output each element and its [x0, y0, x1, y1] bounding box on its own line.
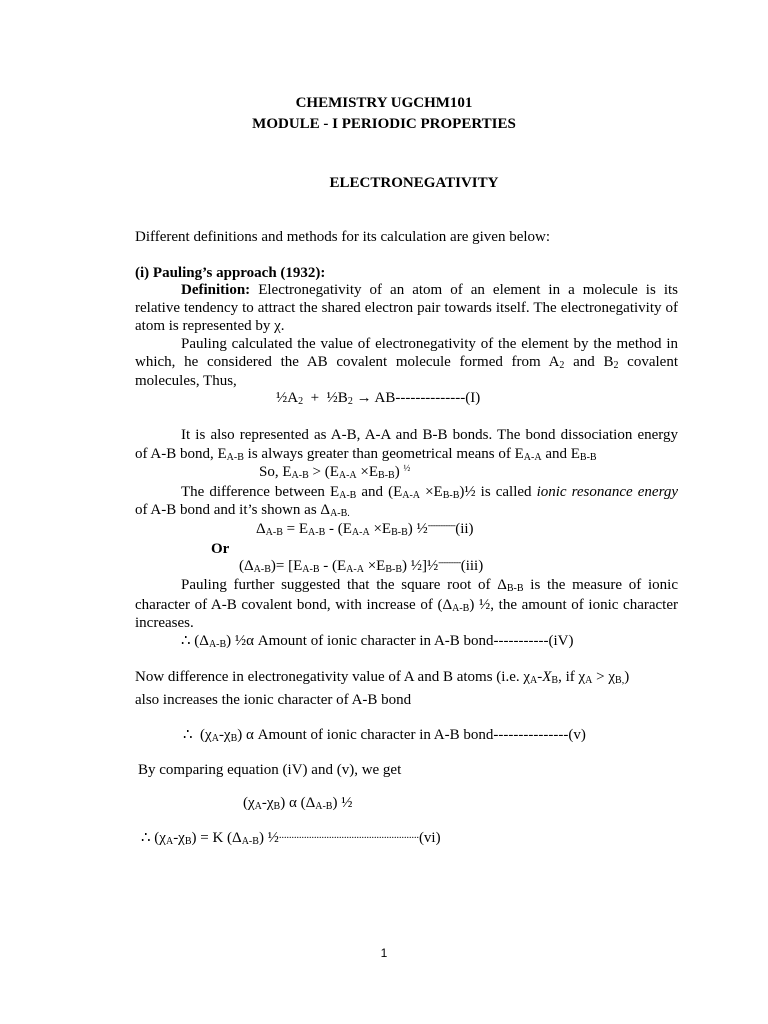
en-text: Now difference in electronegativity value of A and B atoms (i.e. χ — [135, 669, 531, 685]
subscript: A-B — [339, 490, 357, 501]
eq-text: ∴ (χ — [183, 727, 212, 743]
arrow-icon: → — [352, 390, 375, 406]
eq-text: ) α Amount of ionic character in A-B bond---------------(v) — [237, 727, 586, 743]
equation-i — [276, 389, 480, 407]
definition-label: Definition: — [181, 282, 251, 298]
eq-text: ½A — [276, 390, 299, 406]
subscript: A-B — [308, 527, 326, 538]
sqrt-text: character of A-B covalent bond, with increase of (Δ — [135, 597, 453, 613]
subscript: A-A — [346, 564, 364, 575]
subscript: B — [184, 836, 192, 847]
pauling-line-1: Pauling calculated the value of electronegativity of the element by the method in — [181, 336, 678, 352]
eq-text: ×E — [356, 464, 379, 480]
difference-line-1 — [181, 483, 678, 501]
pauling-line-2-text: and B — [564, 354, 614, 370]
sqrt-line-1 — [181, 576, 678, 594]
eq-text: - (E — [325, 521, 352, 537]
definition-line-3: atom is represented by χ. — [135, 318, 285, 334]
eq-text: (χ — [243, 795, 255, 811]
subscript: 2 — [613, 360, 619, 371]
pauling-line-2 — [135, 353, 678, 371]
subscript: 2 — [298, 396, 304, 407]
definition-text: Electronegativity of an atom of an element in a molecule is its — [258, 282, 679, 298]
diff-text: The difference between E — [181, 484, 340, 500]
subscript: . — [347, 508, 350, 519]
eq-text: -χ — [218, 727, 231, 743]
bond-text: and E — [541, 446, 580, 462]
course-title: CHEMISTRY UGCHM101 — [295, 95, 473, 111]
eq-text: AB--------------(I) — [374, 390, 481, 406]
eq-text: ) ½ — [407, 521, 428, 537]
eq-text: (vi) — [418, 830, 441, 846]
en-text: > χ — [592, 669, 616, 685]
diff-text: )½ is called — [459, 484, 537, 500]
equation-ii — [256, 520, 474, 538]
ionic-resonance-term: ionic resonance energy — [536, 484, 679, 500]
subscript: A-A — [351, 527, 370, 538]
superscript: ........................................................ — [278, 830, 419, 841]
subscript: B-B — [391, 527, 408, 538]
bond-line-2 — [135, 445, 597, 463]
diff-text: ×E — [420, 484, 443, 500]
subscript: A — [585, 675, 593, 686]
eq-text: > (E — [308, 464, 339, 480]
eq-text: - (E — [319, 558, 347, 574]
en-text: -X — [537, 669, 552, 685]
eq-text: ) α (Δ — [280, 795, 316, 811]
subscript: A — [530, 675, 538, 686]
subscript: A-B — [302, 564, 320, 575]
eq-text: (ii) — [455, 521, 474, 537]
section-i-heading: (i) Pauling’s approach (1932): — [135, 265, 326, 281]
sqrt-text: ) ½, the amount of ionic character — [469, 597, 678, 613]
subscript: B-B — [378, 470, 395, 481]
subscript: B — [230, 733, 238, 744]
eq-text: ) = K (Δ — [191, 830, 242, 846]
superscript: --------- — [438, 557, 461, 567]
bond-text: is always greater than geometrical means of E — [243, 446, 524, 462]
eq-text: Δ — [256, 521, 266, 537]
pauling-line-2-text: which, he considered the AB covalent molecule formed from A — [135, 354, 560, 370]
subscript: B-B — [442, 490, 460, 501]
eq-text: + ½B — [303, 390, 348, 406]
subscript: B-B — [506, 583, 524, 594]
subscript: A — [254, 801, 262, 812]
or-label: Or — [211, 541, 230, 557]
definition-line-2: relative tendency to attract the shared electron pair towards itself. The electronegativity of — [135, 300, 678, 316]
difference-line-2 — [135, 501, 350, 519]
subscript: A-B — [226, 452, 244, 463]
eq-text: )= [E — [270, 558, 303, 574]
subscript: B-B — [385, 564, 402, 575]
subscript: B, — [615, 675, 625, 686]
difference-en-line-2: also increases the ionic character of A-B bond — [135, 692, 412, 708]
subscript: B-B — [579, 452, 597, 463]
sqrt-text: Pauling further suggested that the square root of Δ — [181, 577, 507, 593]
subscript: A-A — [523, 452, 542, 463]
eq-text: -χ — [261, 795, 274, 811]
eq-text: ×E — [369, 521, 392, 537]
eq-text: ) ½ — [332, 795, 353, 811]
subscript: A-B — [330, 508, 348, 519]
subscript: 2 — [347, 396, 353, 407]
equation-iv — [181, 632, 574, 650]
subscript: A-B — [265, 527, 283, 538]
subscript: A — [165, 836, 174, 847]
eq-text: ) ½ — [258, 830, 279, 846]
definition-line-1 — [181, 281, 678, 299]
subscript: B — [273, 801, 281, 812]
eq-text: (iii) — [460, 558, 484, 574]
so-inequality — [259, 463, 410, 481]
diff-text: of A-B bond and it’s shown as Δ — [135, 502, 331, 518]
diff-text: and (E — [356, 484, 403, 500]
eq-text: ∴ (χ — [141, 830, 166, 846]
eq-text: (Δ — [239, 558, 254, 574]
eq-text: = E — [282, 521, 309, 537]
sqrt-line-2 — [135, 596, 678, 614]
equation-v — [183, 726, 586, 744]
pauling-line-2-text: covalent — [618, 354, 678, 370]
eq-text: ) ½]½ — [401, 558, 439, 574]
subscript: A — [211, 733, 219, 744]
bond-line-1: It is also represented as A-B, A-A and B-B bonds. The bond dissociation energy — [181, 427, 678, 443]
page-number: 1 — [380, 946, 388, 960]
eq-text: ) — [394, 464, 404, 480]
equation-proportional — [243, 794, 352, 812]
equation-iii — [239, 557, 483, 575]
superscript: ½ — [403, 463, 411, 473]
subscript: A-B — [208, 639, 227, 650]
subscript: A-B — [315, 801, 333, 812]
sqrt-text: is the measure of ionic — [523, 577, 678, 593]
subscript: A-B — [253, 564, 271, 575]
en-text: , if χ — [558, 669, 586, 685]
difference-en-line-1 — [135, 668, 629, 686]
en-text: ) — [624, 669, 630, 685]
subscript: A-A — [402, 490, 421, 501]
subscript: B — [551, 675, 559, 686]
subscript: 2 — [559, 360, 565, 371]
eq-text: ) ½α Amount of ionic character in A-B bond-----------(iV) — [226, 633, 574, 649]
subscript: A-B — [241, 836, 259, 847]
sqrt-line-3: increases. — [135, 615, 194, 631]
eq-text: -χ — [173, 830, 185, 846]
eq-text: ×E — [363, 558, 386, 574]
subscript: A-A — [338, 470, 357, 481]
module-title: MODULE - I PERIODIC PROPERTIES — [252, 116, 516, 132]
equation-vi — [141, 829, 441, 847]
subscript: A-B — [291, 470, 309, 481]
subscript: A-B — [452, 603, 470, 614]
superscript: ----------- — [427, 520, 456, 530]
comparing-text: By comparing equation (iV) and (v), we get — [138, 762, 402, 778]
intro-text: Different definitions and methods for its calculation are given below: — [135, 229, 551, 245]
pauling-line-3: molecules, Thus, — [135, 373, 237, 389]
section-title: ELECTRONEGATIVITY — [329, 175, 499, 191]
eq-text: So, E — [259, 464, 292, 480]
bond-text: of A-B bond, E — [135, 446, 227, 462]
eq-text: ∴ (Δ — [181, 633, 209, 649]
